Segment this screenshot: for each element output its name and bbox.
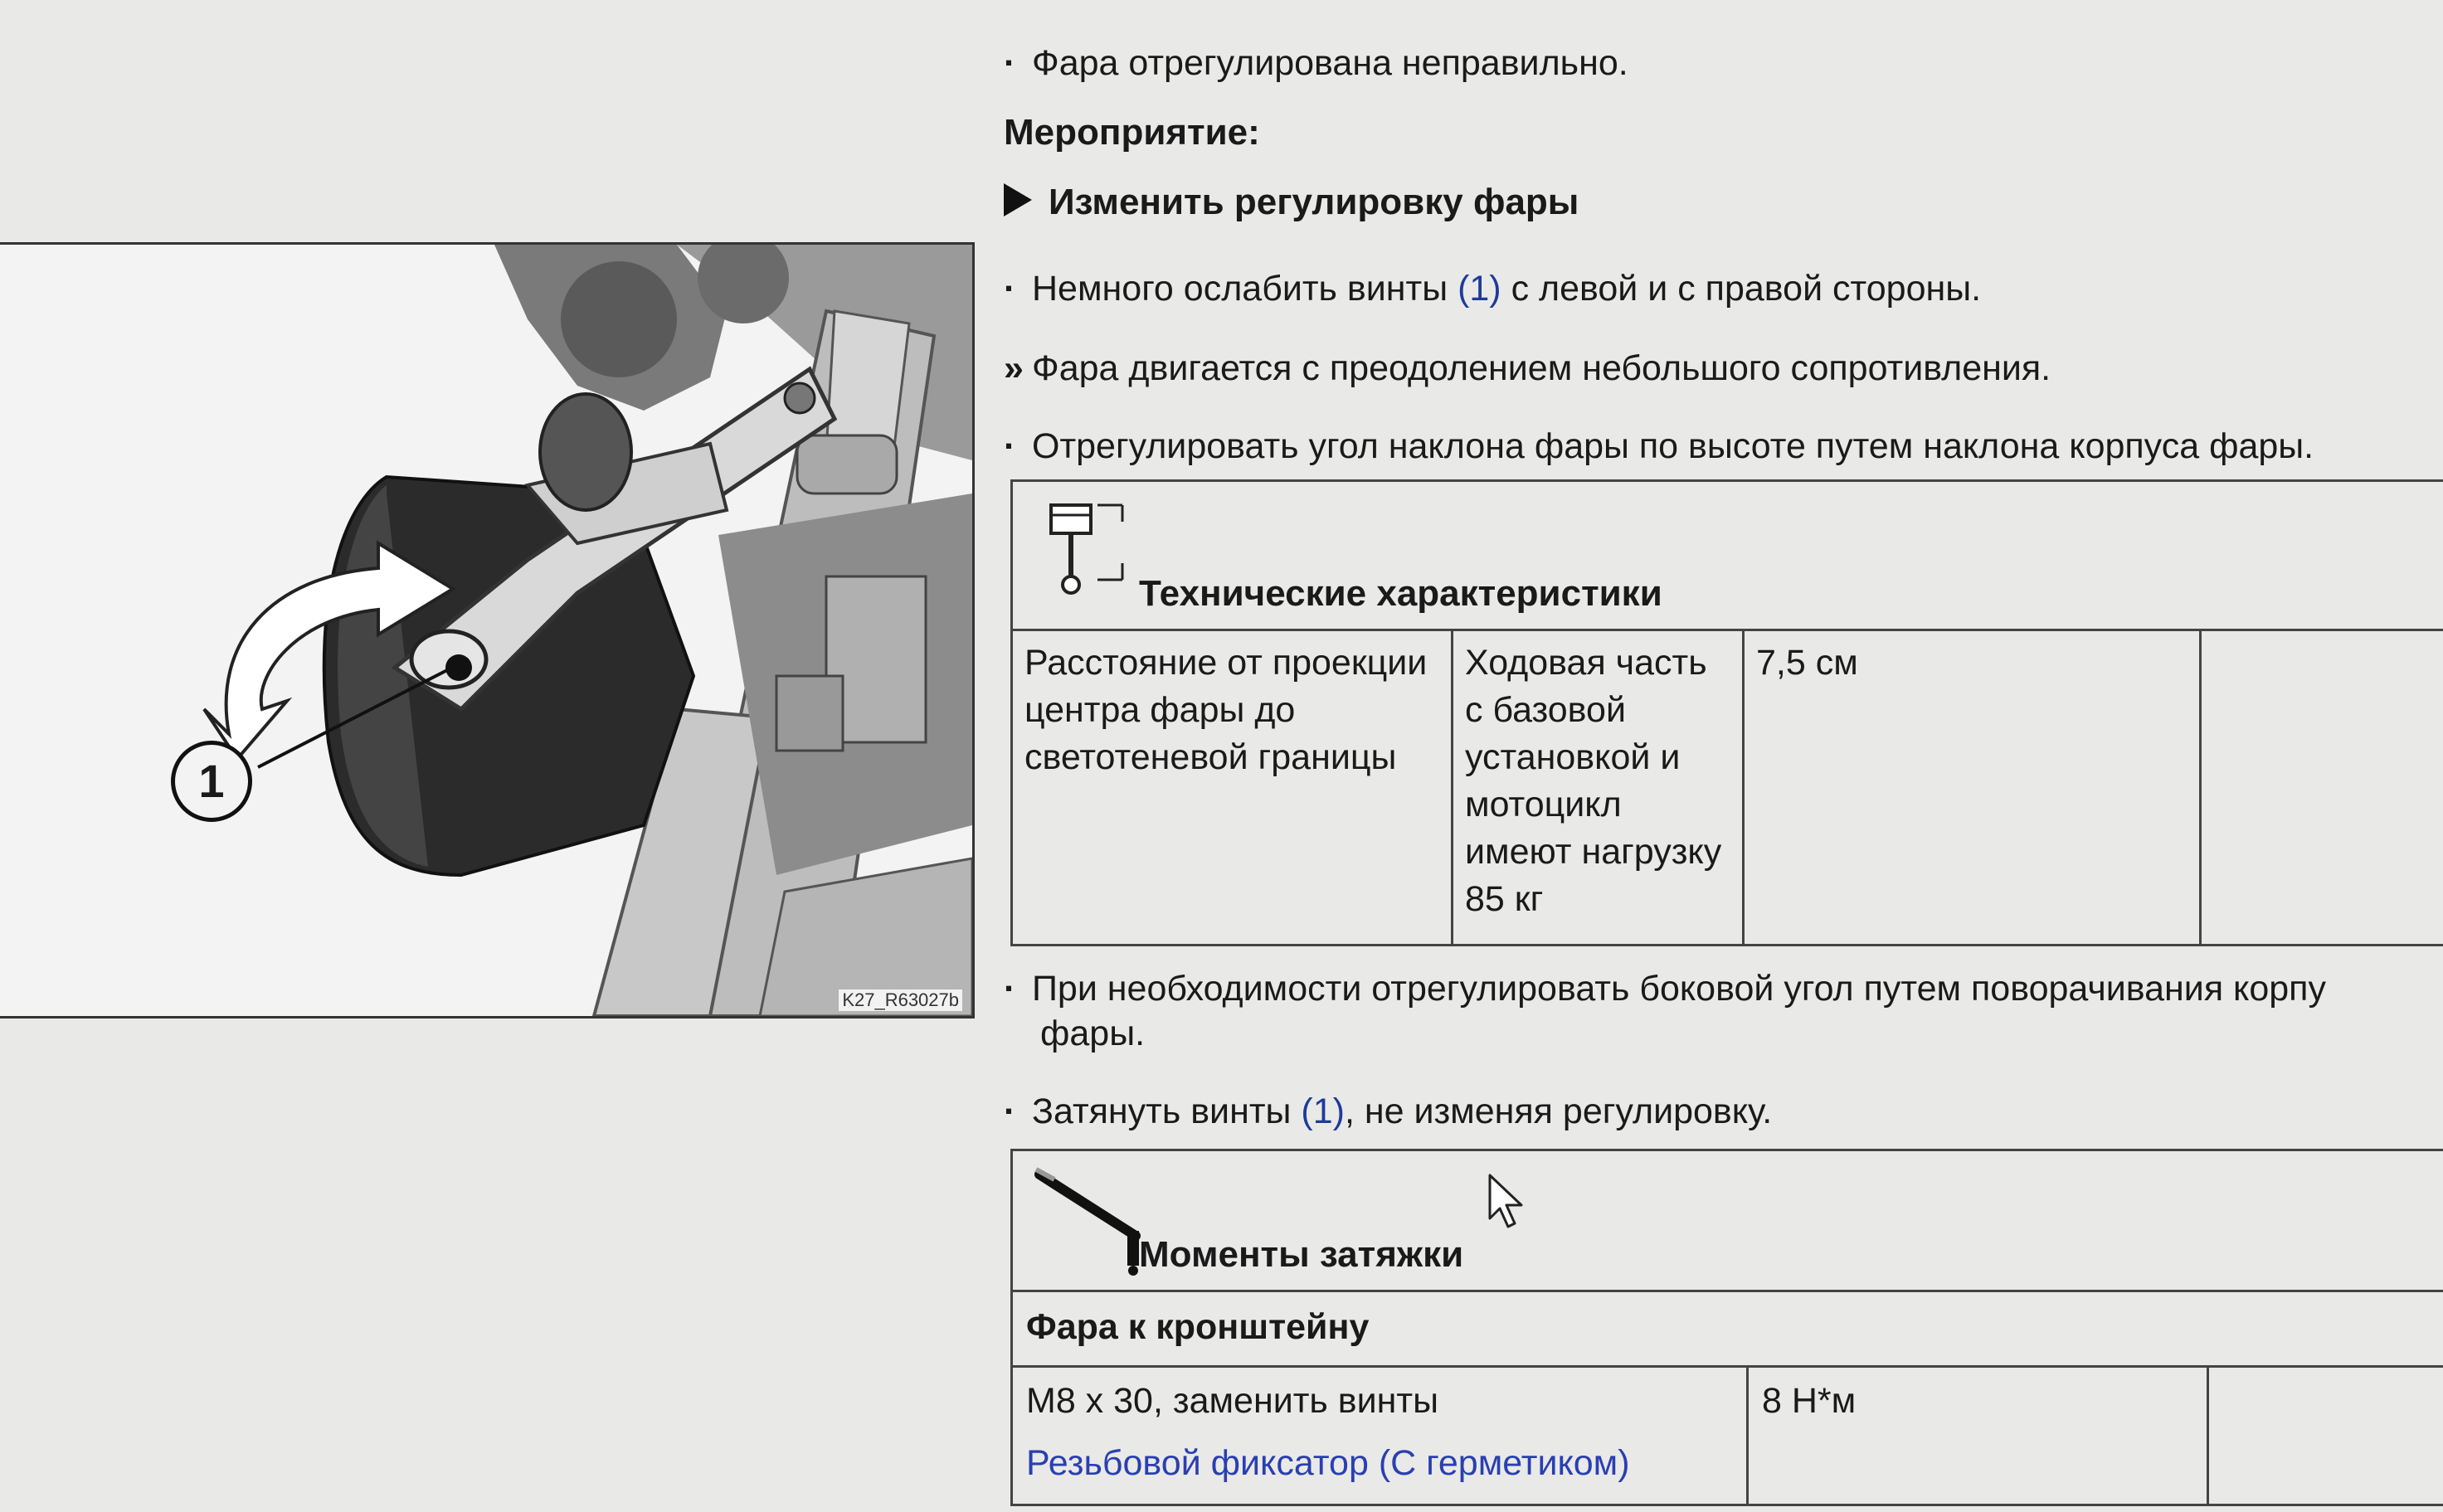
status-text: Фара отрегулирована неправильно. [1032,43,1628,83]
step-adjust-side-cont: фары. [1040,1014,1146,1053]
screw-reference-link[interactable]: (1) [1458,269,1501,309]
thread-locker-link[interactable]: Резьбовой фиксатор (С герметиком) [1026,1443,1630,1483]
bullet: · [1004,1091,1016,1131]
headlight-illustration [0,242,975,1019]
play-arrow-icon [1004,183,1032,216]
spec-empty-cell [2201,630,2443,946]
table-row [1012,630,2443,946]
table-row [1012,1367,2443,1505]
torque-wrench-icon [1029,1161,1146,1277]
measure-label: Мероприятие: [1004,112,1260,153]
bullet: · [1004,269,1016,309]
torque-value: 8 Н*м [1748,1367,2208,1505]
action-text: Изменить регулировку фары [1049,182,1579,222]
callout-label: 1 [198,755,225,807]
step-result [1004,347,2051,390]
callout-1 [171,741,252,822]
table-row [1012,1291,2443,1367]
torque-empty-cell [2208,1367,2443,1505]
torque-section-header: Фара к кронштейну [1012,1291,2443,1367]
step-adjust-height: · Отрегулировать угол наклона фары по высоте путем наклона корпуса фары. [1004,426,2314,466]
spec-condition: Ходовая часть с базовой установкой и мотоцикл имеют нагрузку 85 кг [1453,630,1744,946]
spec-title: Технические характеристики [1139,573,1662,614]
torque-item-cell [1012,1367,1748,1505]
step-loosen-screws: · Немного ослабить винты (1) с левой и с правой стороны. [1004,269,1982,309]
bullet: · [1004,969,1016,1009]
step-tighten-screws: · Затянуть винты (1), не изменяя регулировку. [1004,1091,1773,1131]
mouse-pointer-icon [1487,1172,1528,1232]
spec-header-box [1010,479,2443,631]
screw-reference-link[interactable]: (1) [1301,1091,1345,1131]
action-line [1004,181,1579,224]
result-icon: » [1004,348,1024,388]
spec-parameter: Расстояние от проекции центра фары до светотеневой границы [1012,630,1453,946]
piston-icon [1048,497,1131,605]
result-text: Фара двигается с преодолением небольшого сопротивления. [1032,348,2051,388]
bullet: · [1004,426,1016,466]
spec-value: 7,5 см [1744,630,2201,946]
figure-code: K27_R63027b [839,989,962,1011]
motorcycle-headlight-drawing [0,245,972,1016]
status-line [1004,41,1628,85]
torque-table [1010,1290,2443,1506]
torque-item: M8 x 30, заменить винты [1026,1381,1438,1421]
spec-table [1010,629,2443,946]
torque-title: Моменты затяжки [1139,1234,1464,1275]
torque-header-box [1010,1149,2443,1292]
step-adjust-side: · При необходимости отрегулировать боковой угол путем поворачивания корпу [1004,969,2326,1009]
bullet: · [1004,43,1016,83]
